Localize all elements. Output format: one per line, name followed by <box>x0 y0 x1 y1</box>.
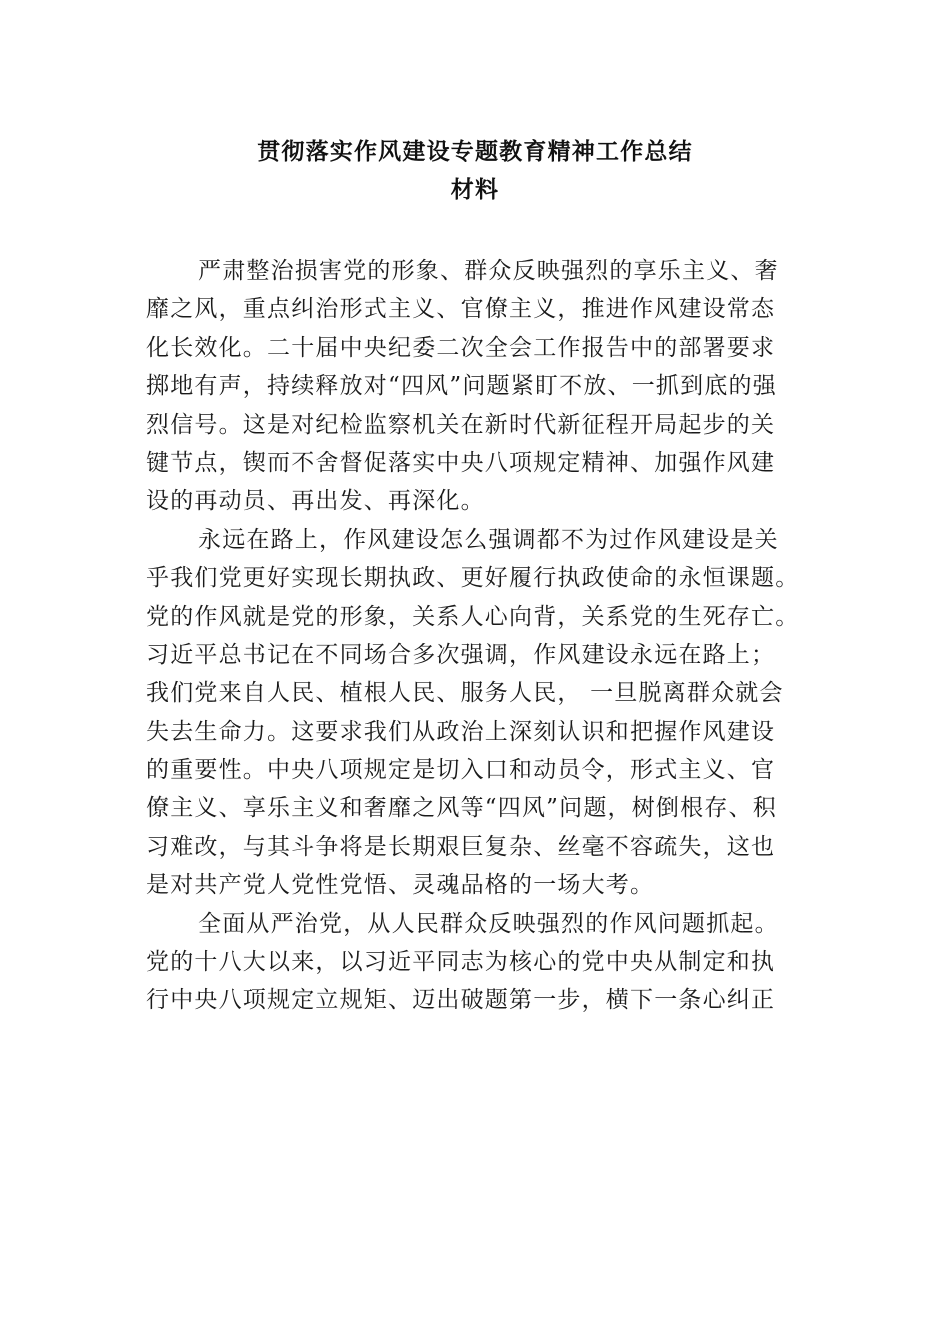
text-line: 设的再动员、再出发、再深化。 <box>146 488 485 515</box>
title-line: 材料 <box>450 177 500 204</box>
text-line: 乎我们党更好实现长期执政、更好履行执政使命的永恒课题。 <box>146 565 800 592</box>
title-line: 贯彻落实作风建设专题教育精神工作总结 <box>257 139 693 165</box>
text-line: 行中央八项规定立规矩、迈出破题第一步，横下一条心纠正 <box>146 987 776 1014</box>
text-line: 失去生命力。这要求我们从政治上深刻认识和把握作风建设 <box>146 718 776 745</box>
text-line: 掷地有声，持续释放对“四风”问题紧盯不放、一抓到底的强 <box>146 373 777 400</box>
text-line: 化长效化。二十届中央纪委二次全会工作报告中的部署要求 <box>146 334 776 361</box>
text-line: 党的十八大以来，以习近平同志为核心的党中央从制定和执 <box>146 949 776 976</box>
text-line: 的重要性。中央八项规定是切入口和动员令，形式主义、官 <box>146 757 776 784</box>
text-line: 全面从严治党，从人民群众反映强烈的作风问题抓起。 <box>198 910 779 937</box>
paragraph <box>146 252 810 521</box>
paragraph <box>146 521 810 905</box>
document-title <box>140 133 810 210</box>
text-line: 永远在路上，作风建设怎么强调都不为过作风建设是关 <box>198 526 779 553</box>
text-line: 是对共产党人党性党悟、灵魂品格的一场大考。 <box>146 872 655 899</box>
text-line: 靡之风，重点纠治形式主义、官僚主义，推进作风建设常态 <box>146 296 776 323</box>
text-line: 党的作风就是党的形象，关系人心向背，关系党的生死存亡。 <box>146 603 800 630</box>
text-line: 我们党来自人民、植根人民、服务人民， 一旦脱离群众就会 <box>146 680 784 707</box>
text-line: 键节点，锲而不舍督促落实中央八项规定精神、加强作风建 <box>146 449 776 476</box>
paragraph <box>146 905 810 1020</box>
text-line: 严肃整治损害党的形象、群众反映强烈的享乐主义、奢 <box>198 258 779 284</box>
text-line: 习近平总书记在不同场合多次强调，作风建设永远在路上； <box>146 641 776 668</box>
document-body <box>146 252 810 1020</box>
text-line: 习难改，与其斗争将是长期艰巨复杂、丝毫不容疏失，这也 <box>146 833 776 860</box>
text-line: 烈信号。这是对纪检监察机关在新时代新征程开局起步的关 <box>146 411 776 438</box>
text-line: 僚主义、享乐主义和奢靡之风等“四风”问题，树倒根存、积 <box>146 795 777 822</box>
